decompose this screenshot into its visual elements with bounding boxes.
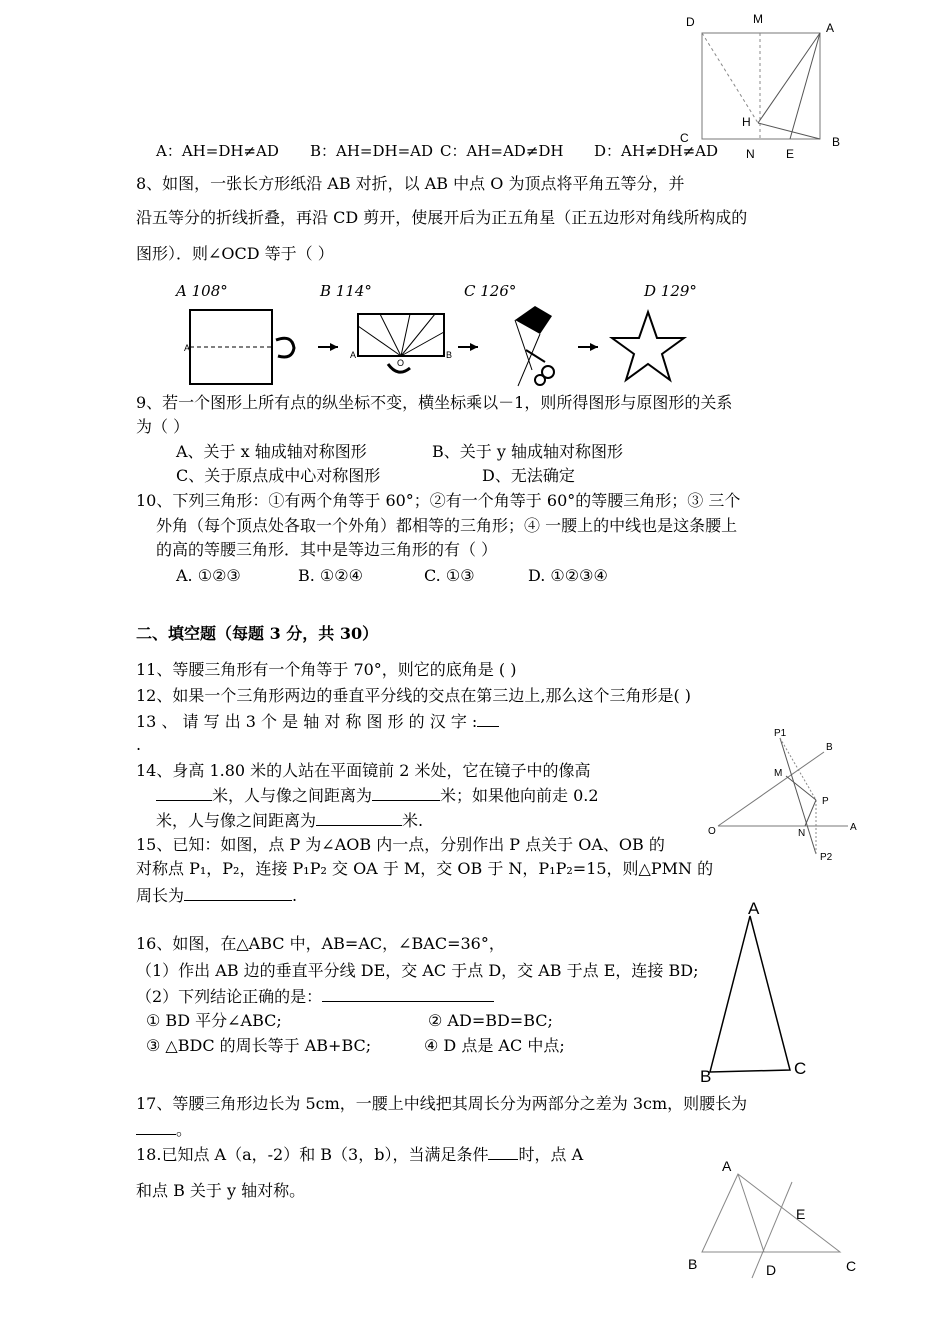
q8-line1: 8、如图，一张长方形纸沿 AB 对折，以 AB 中点 O 为顶点将平角五等分，并 [136,174,685,193]
section-title-fill-in: 二、填空题（每题 3 分，共 30） [136,624,379,643]
q18-text-1: 18.已知点 A（a，-2）和 B（3，b），当满足条件 [136,1145,489,1164]
q8-option-d: D 129° [644,282,697,300]
star-folding-figure [160,300,700,390]
q10-line3: 的高的等腰三角形．其中是等边三角形的有（ ） [156,540,498,559]
q18-text-2: 时，点 A [518,1145,584,1164]
q15-line3: 周长为 . [136,886,298,905]
q14-line3 [156,809,423,832]
q14-line1: 14、身高 1.80 米的人站在平面镜前 2 米处，它在镜子中的像高 [136,761,591,780]
q8-line2: 沿五等分的折线折叠，再沿 CD 剪开，使展开后为正五角星（正五边形对角线所构成的 [136,208,748,227]
q7-option-a: A：AH=DH≠AD [156,142,279,160]
q12: 12、如果一个三角形两边的垂直平分线的交点在第三边上,那么这个三角形是( ) [136,686,692,705]
q8-line3: 图形）．则∠OCD 等于（ ） [136,244,334,263]
q14-text-3b: 米. [402,811,424,830]
q7-option-d: D：AH≠DH≠AD [594,142,719,160]
fig8-label-a1: A [184,343,191,353]
q15-line1: 15、已知：如图，点 P 为∠AOB 内一点，分别作出 P 点关于 OA、OB 的 [136,835,665,854]
q8-option-a: A 108° [176,282,228,300]
q18-line2: 和点 B 关于 y 轴对称。 [136,1181,306,1200]
q10-line2: 外角（每个顶点处各取一个外角）都相等的三角形；④ 一腰上的中线也是这条腰上 [156,516,738,535]
label-n: N [798,828,806,839]
q13 [136,710,499,733]
q14-text-2b: 米；如果他向前走 0.2 [440,786,599,805]
q18-blank[interactable] [488,1143,518,1160]
q16-line1: 16、如图，在△ABC 中，AB=AC，∠BAC=36°， [136,934,505,953]
label-b: B [826,742,833,753]
isosceles-triangle-figure [696,896,826,1092]
q15-line2: 对称点 P₁，P₂，连接 P₁P₂ 交 OA 于 M，交 OB 于 N，P₁P₂=15，则△PMN 的 [136,859,714,878]
label-c: C [846,1258,857,1274]
q7-option-b: B：AH=DH=AD [310,142,434,160]
q13-text: 13 、 请 写 出 3 个 是 轴 对 称 图 形 的 汉 字 : [136,712,478,731]
q14-blank-3[interactable] [316,809,402,826]
q16-choice-3: ③ △BDC 的周长等于 AB+BC; [146,1036,372,1055]
q9-line1: 9、若一个图形上所有点的纵坐标不变，横坐标乘以－1，则所得图形与原图形的关系 [136,393,733,412]
q9-option-a: A、关于 x 轴成轴对称图形 [176,442,367,461]
q9-option-b: B、关于 y 轴成轴对称图形 [432,442,623,461]
label-c: C [680,131,689,145]
q16-choice-1: ① BD 平分∠ABC; [146,1011,282,1030]
q17-end: 。 [176,1120,193,1139]
q10-option-a: A. ①②③ [176,566,241,585]
q9-option-c: C、关于原点成中心对称图形 [176,466,381,485]
q10-option-b: B. ①②④ [298,566,363,585]
q14-text-3a: 米，人与像之间距离为 [156,811,317,830]
q13-dot: . [136,735,142,754]
label-e: E [796,1206,806,1222]
label-e: E [786,147,795,161]
q9-option-d: D、无法确定 [482,466,575,485]
q16-line2: （1）作出 AB 边的垂直平分线 DE，交 AC 于点 D，交 AB 于点 E，连接 BD; [136,961,699,980]
q17-line2 [136,1118,192,1141]
q16-line3 [136,985,494,1008]
label-a: A [826,21,835,35]
label-n: N [746,147,755,161]
label-a: A [722,1158,732,1174]
q18-line1 [136,1143,583,1166]
q14-line2 [156,784,599,807]
label-m: M [753,12,763,26]
q14-blank-2[interactable] [372,784,440,801]
q10-option-c: C. ①③ [424,566,475,585]
q8-option-c: C 126° [464,282,517,300]
q15-blank[interactable] [184,884,292,901]
q14-blank-1[interactable] [156,784,212,801]
label-b: B [832,135,841,149]
q16-blank[interactable] [322,985,494,1002]
label-b: B [700,1067,712,1086]
q13-blank[interactable] [477,710,499,727]
label-d: D [766,1262,777,1278]
label-o: O [708,826,716,837]
q14-text-2a: 米，人与像之间距离为 [212,786,373,805]
label-b: B [688,1256,698,1272]
label-p: P [822,796,829,807]
fig8-label-o: O [397,358,405,368]
q10-line1: 10、下列三角形：①有两个角等于 60°；②有一个角等于 60°的等腰三角形；③ 三个 [136,491,741,510]
q9-line2: 为（ ） [136,417,190,436]
label-h: H [742,115,751,129]
label-a: A [850,822,857,833]
q16-text-3: （2）下列结论正确的是： [136,987,323,1006]
label-m: M [774,768,783,779]
fig8-label-a2: A [350,350,357,360]
q15-text-3: 周长为 [136,886,185,905]
q11: 11、等腰三角形有一个角等于 70°，则它的底角是 ( ) [136,660,517,679]
q16-choice-2: ② AD=BD=BC; [428,1011,553,1030]
q17-blank[interactable] [136,1118,176,1135]
label-c: C [794,1059,807,1078]
q8-option-b: B 114° [320,282,372,300]
fig8-label-b: B [446,350,453,360]
label-p1: P1 [774,728,787,739]
label-d: D [686,15,695,29]
q16-choice-4: ④ D 点是 AC 中点; [424,1036,565,1055]
q7-option-c: C：AH=AD≠DH [440,142,564,160]
triangle-bisector-figure [680,1150,870,1285]
angle-reflection-figure [700,722,870,872]
q10-option-d: D. ①②③④ [528,566,608,585]
q17-line1: 17、等腰三角形边长为 5cm，一腰上中线把其周长分为两部分之差为 3cm，则腰长为 [136,1094,748,1113]
label-a: A [748,899,760,918]
label-p2: P2 [820,852,833,863]
